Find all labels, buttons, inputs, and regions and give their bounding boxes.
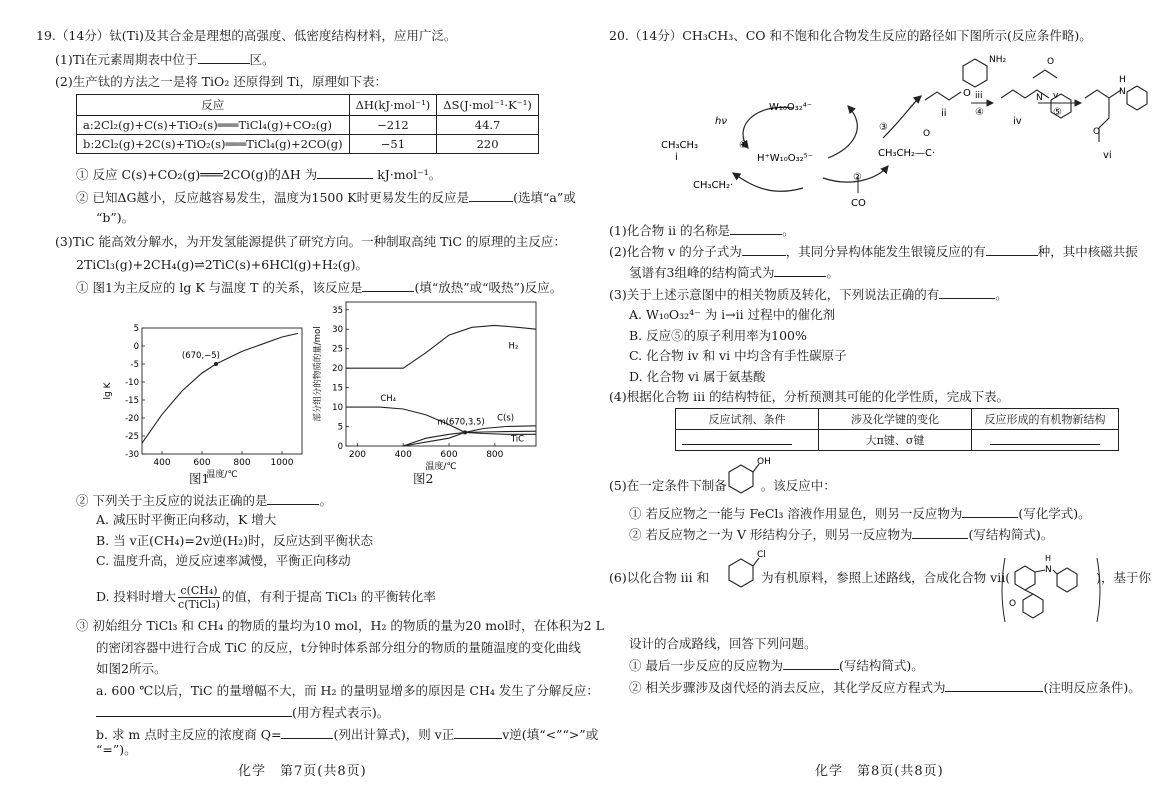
table-cell: 44.7 [437,116,539,135]
q19-2-2: ② 已知ΔG越小，反应越容易发生，温度为1500 K时更易发生的反应是 (选填“a”或 [76,190,576,205]
table-header: ΔH(kJ·mol⁻¹) [349,95,437,116]
q20-part5: (5)在一定条件下制备 。该反应中： [609,478,836,493]
cycle-arrow [743,107,793,148]
amine-label: NH₂ [989,55,1007,65]
series-line [346,325,536,368]
table-row [77,116,539,135]
atom-label: O [923,129,931,139]
compound-iii-label: iii [975,91,983,101]
step-3-label: ③ [879,122,888,133]
series-label: H₂ [508,341,519,352]
cyclohexanol-structure [719,456,769,502]
page-footer: 化学 第8页(共8页) [815,764,944,779]
q20-5-1: ① 若反应物之一能与 FeCl₃ 溶液作用显色，则另一反应物为 (写化学式)。 [629,506,1091,521]
figure-2-chart [308,296,548,490]
option-d: D. 投料时增大 c(CH₄) c(TiCl₃) 的值，有利于提高 TiCl₃ 的平衡转化率 [96,584,436,611]
acyl-radical-label: CH₃CH₂—C· [878,148,936,159]
series-line [142,333,298,443]
table-row [676,430,1119,451]
table-header: ΔS(J·mol⁻¹·K⁻¹) [437,95,539,116]
q19-header: 19.（14分）钛(Ti)及其合金是理想的高强度、低密度结构材料，应用广泛。 [36,28,457,43]
answer-blank[interactable] [962,505,1018,518]
atom-label: O [1047,57,1055,67]
cyclohexanone-ring [1023,594,1043,618]
answer-blank[interactable] [317,166,373,179]
answer-blank[interactable] [939,286,995,299]
co-label: CO [851,198,866,209]
cycle-arrow [883,96,921,138]
chlorocyclohexane-structure [723,548,771,592]
q20-6-1: ① 最后一步反应的反应物为 (写结构简式)。 [629,658,924,673]
answer-blank[interactable] [742,243,786,256]
x-tick-label: 600 [440,450,458,460]
reaction-scheme [653,48,1153,218]
q19-3-3-line3: 如图2所示。 [96,661,167,676]
q20-part2-cont: 氢谱有3组峰的结构简式为 。 [629,265,839,280]
answer-blank[interactable] [730,222,782,235]
q20-5-2: ② 若反应物之一为 V 形结构分子，则另一反应物为 (写结构简式)。 [629,527,1054,542]
option-b: B. 当 v正(CH₄)=2v逆(H₂)时，反应达到平衡状态 [96,533,374,548]
q20-header: 20.（14分）CH₃CH₃、CO 和不饱和化合物发生反应的路径如下图所示(反应条件略)。 [609,28,1092,43]
answer-blank[interactable] [96,704,292,717]
q19-part3: (3)TiC 能高效分解水，为开发氢能源提供了研究方向。一种制取高纯 TiC 的原理的主反应： [55,234,566,249]
q19-3-2: ② 下列关于主反应的说法正确的是 。 [76,493,332,508]
phenyl-ring [1127,86,1147,110]
y-tick-label: -20 [125,414,139,424]
page-footer: 化学 第7页(共8页) [238,764,367,779]
atom-label: H [1119,75,1126,85]
compound-vi-label: vi [1103,150,1112,161]
page-8 [583,0,1165,800]
step-4-label: ④ [975,107,984,118]
y-tick-label: 5 [337,422,343,433]
answer-blank[interactable] [469,189,513,202]
compound-vii-structure [1001,550,1107,630]
atom-label: N [1036,93,1043,103]
answer-blank[interactable] [454,726,502,739]
catalyst-label: W₁₀O₃₂⁴⁻ [769,102,813,113]
reaction-table [76,94,539,154]
option-a: A. W₁₀O₃₂⁴⁻ 为 i→ii 过程中的催化剂 [629,307,836,322]
atom-label: H [1045,554,1052,563]
q19-3-b-cont: “=”)。 [96,742,137,757]
y-tick-label: 35 [332,305,343,316]
hv-label: hν [715,116,727,127]
cyclohexane-ring [729,465,753,493]
q19-3-b: b. 求 m 点时主反应的浓度商 Q= (列出计算式)，则 v正 v逆(填“<”“>”或 [96,727,599,742]
compound-ii-structure [925,92,961,100]
cycle-arrow [733,173,803,191]
option-c: C. 化合物 iv 和 vi 中均含有手性碳原子 [629,348,847,363]
compound-vi-chain [1085,90,1121,98]
bond [1035,570,1045,572]
data-label: m(670,3.5) [437,417,485,428]
answer-blank[interactable] [682,432,792,445]
table-cell[interactable] [676,430,819,451]
table-cell: −51 [349,135,437,154]
q19-part1: (1)Ti在元素周期表中位于 区。 [55,52,275,67]
atom-label: O [1009,599,1017,609]
y-tick-label: 0 [337,442,343,452]
answer-blank[interactable] [986,243,1038,256]
bond [1053,570,1057,574]
series-label: CH₄ [380,394,397,405]
q19-3-a-answer: (用方程式表示)。 [96,704,389,721]
y-axis-label: lg K [103,382,113,400]
cyclohexane-ring [729,559,753,587]
aniline-ring [963,59,987,87]
data-point [463,430,467,434]
q20-part3: (3)关于上述示意图中的相关物质及转化，下列说法正确的有 。 [609,287,1008,302]
cyclohexane-ring [1015,566,1035,590]
data-point [214,362,218,366]
ethyl-radical-label: CH₃CH₂· [693,180,734,191]
main-reaction-equation: 2TiCl₃(g)+2CH₄(g)⇌2TiC(s)+6HCl(g)+H₂(g)。 [76,257,369,272]
q19-2-2-cont: “b”)。 [96,210,135,225]
compound-vi-ketone-chain [1099,98,1109,142]
y-tick-label: 5 [133,324,139,334]
q20-part6: (6)以化合物 iii 和 为有机原料，参照上述路线，合成化合物 vii( )，基于你 [609,570,1151,585]
y-axis-label: 部分组分的物质的量/mol [313,326,323,422]
answer-blank[interactable] [267,492,319,505]
table-cell: 220 [437,135,539,154]
step-5-label: ⑤ [1053,107,1062,118]
y-tick-label: -5 [130,360,139,370]
table-header: 涉及化学键的变化 [819,409,972,430]
figure-2-caption: 图2 [413,471,434,486]
q19-3-3-line2: 的密闭容器中进行合成 TiC 的反应，t分钟时体系部分组分的物质的量随温度的变化曲线 [96,640,581,655]
answer-blank[interactable] [945,679,1043,692]
q20-part1: (1)化合物 ii 的名称是 。 [609,223,795,238]
answer-blank[interactable] [198,51,250,64]
y-tick-label: -15 [125,396,139,406]
table-cell: b:2Cl₂(g)+2C(s)+TiO₂(s)═══TiCl₄(g)+2CO(g) [77,135,350,154]
ethane-label: CH₃CH₃ [661,140,699,151]
q19-3-1: ① 图1为主反应的 lg K 与温度 T 的关系，该反应是 (填“放热”或“吸热”)反应。 [76,280,563,295]
table-cell: a:2Cl₂(g)+C(s)+TiO₂(s)═══TiCl₄(g)+CO₂(g) [77,116,350,135]
x-axis-label: 温度/℃ [206,470,238,480]
y-tick-label: -30 [125,450,139,460]
option-d: D. 化合物 vi 属于氨基酸 [629,369,766,384]
answer-blank[interactable] [774,264,826,277]
q19-3-3-line1: ③ 初始组分 TiCl₃ 和 CH₄ 的物质的量均为10 mol，H₂ 的物质的量为20 mol时，在体积为2 L [76,618,604,633]
q19-3-a: a. 600 ℃以后，TiC 的量增幅不大，而 H₂ 的量明显增多的原因是 CH₄ 发生了分解反应： [96,683,599,698]
table-cell: 大π键、σ键 [819,430,972,451]
answer-blank[interactable] [362,279,414,292]
option-a: A. 减压时平衡正向移动，K 增大 [96,512,277,527]
atom-label: O [963,88,971,99]
fraction: c(CH₄) c(TiCl₃) [178,584,220,611]
table-header: 反应形成的有机物新结构 [972,409,1119,430]
q20-part4: (4)根据化合物 iii 的结构特征，分析预测其可能的化学性质，完成下表。 [609,389,1010,404]
figure-1-caption: 图1 [189,471,210,486]
x-tick-label: 800 [233,458,251,468]
atom-label: O [1093,127,1101,137]
compound-v-label: v [1053,91,1059,101]
compound-v-structure [1033,70,1057,78]
option-b: B. 反应⑤的原子利用率为100% [629,328,807,343]
chlorine-label: Cl [757,550,766,560]
q19-2-1: ① 反应 C(s)+CO₂(g)═══2CO(g)的ΔH 为 kJ·mol⁻¹。 [76,167,442,182]
table-header: 反应 [77,95,350,116]
table-header: 反应试剂、条件 [676,409,819,430]
y-tick-label: 30 [332,325,343,336]
y-tick-label: 0 [133,342,139,352]
property-table [675,408,1119,451]
y-tick-label: 25 [332,344,343,355]
phenyl-ring [1057,568,1077,592]
y-tick-label: -25 [125,432,139,442]
answer-blank[interactable] [990,432,1100,445]
atom-label: N [1045,565,1052,575]
hydroxyl-label: OH [757,457,771,467]
compound-ii-label: ii [941,108,947,119]
answer-blank[interactable] [912,526,968,539]
y-tick-label: -10 [125,378,139,388]
y-tick-label: 10 [332,403,343,414]
x-tick-label: 800 [486,450,504,460]
y-tick-label: 15 [332,383,343,394]
x-tick-label: 400 [394,450,412,460]
bond [1025,590,1033,594]
q20-6-2: ② 相关步骤涉及卤代烃的消去反应，其化学反应方程式为 (注明反应条件)。 [629,680,1141,695]
cycle-arrow [828,106,857,158]
q19-part2: (2)生产钛的方法之一是将 TiO₂ 还原得到 Ti，原理如下表： [55,74,388,89]
step-2-label: ② [853,172,862,183]
series-label: C(s) [497,413,515,424]
figure-1-chart [88,318,310,490]
step-1-label: ① [739,140,748,151]
y-tick-label: 20 [332,364,343,375]
option-c: C. 温度升高，逆反应速率减慢，平衡正向移动 [96,553,351,568]
compound-iv-label: iv [1013,116,1022,127]
x-tick-label: 1000 [270,458,294,468]
x-tick-label: 600 [193,458,211,468]
x-tick-label: 400 [153,458,171,468]
series-label: TiC [510,434,525,445]
paren [1097,558,1100,622]
answer-blank[interactable] [783,657,839,670]
x-axis-label: 温度/℃ [425,462,457,472]
table-cell: −212 [349,116,437,135]
paren [1002,558,1005,622]
q20-part6-cont: 设计的合成路线，回答下列问题。 [629,636,817,651]
data-label: (670,−5) [181,351,220,361]
answer-blank[interactable] [281,726,333,739]
plot-frame [142,328,302,454]
x-tick-label: 200 [348,450,367,460]
reduced-catalyst-label: H⁺W₁₀O₃₂⁵⁻ [757,153,813,164]
q20-part2: (2)化合物 v 的分子式为 ，其同分异构体能发生银镜反应的有 种，其中核磁共振 [609,244,1138,259]
table-row [77,135,539,154]
atom-label: N [1119,87,1126,97]
compound-i-label: i [675,152,678,163]
table-cell[interactable] [972,430,1119,451]
